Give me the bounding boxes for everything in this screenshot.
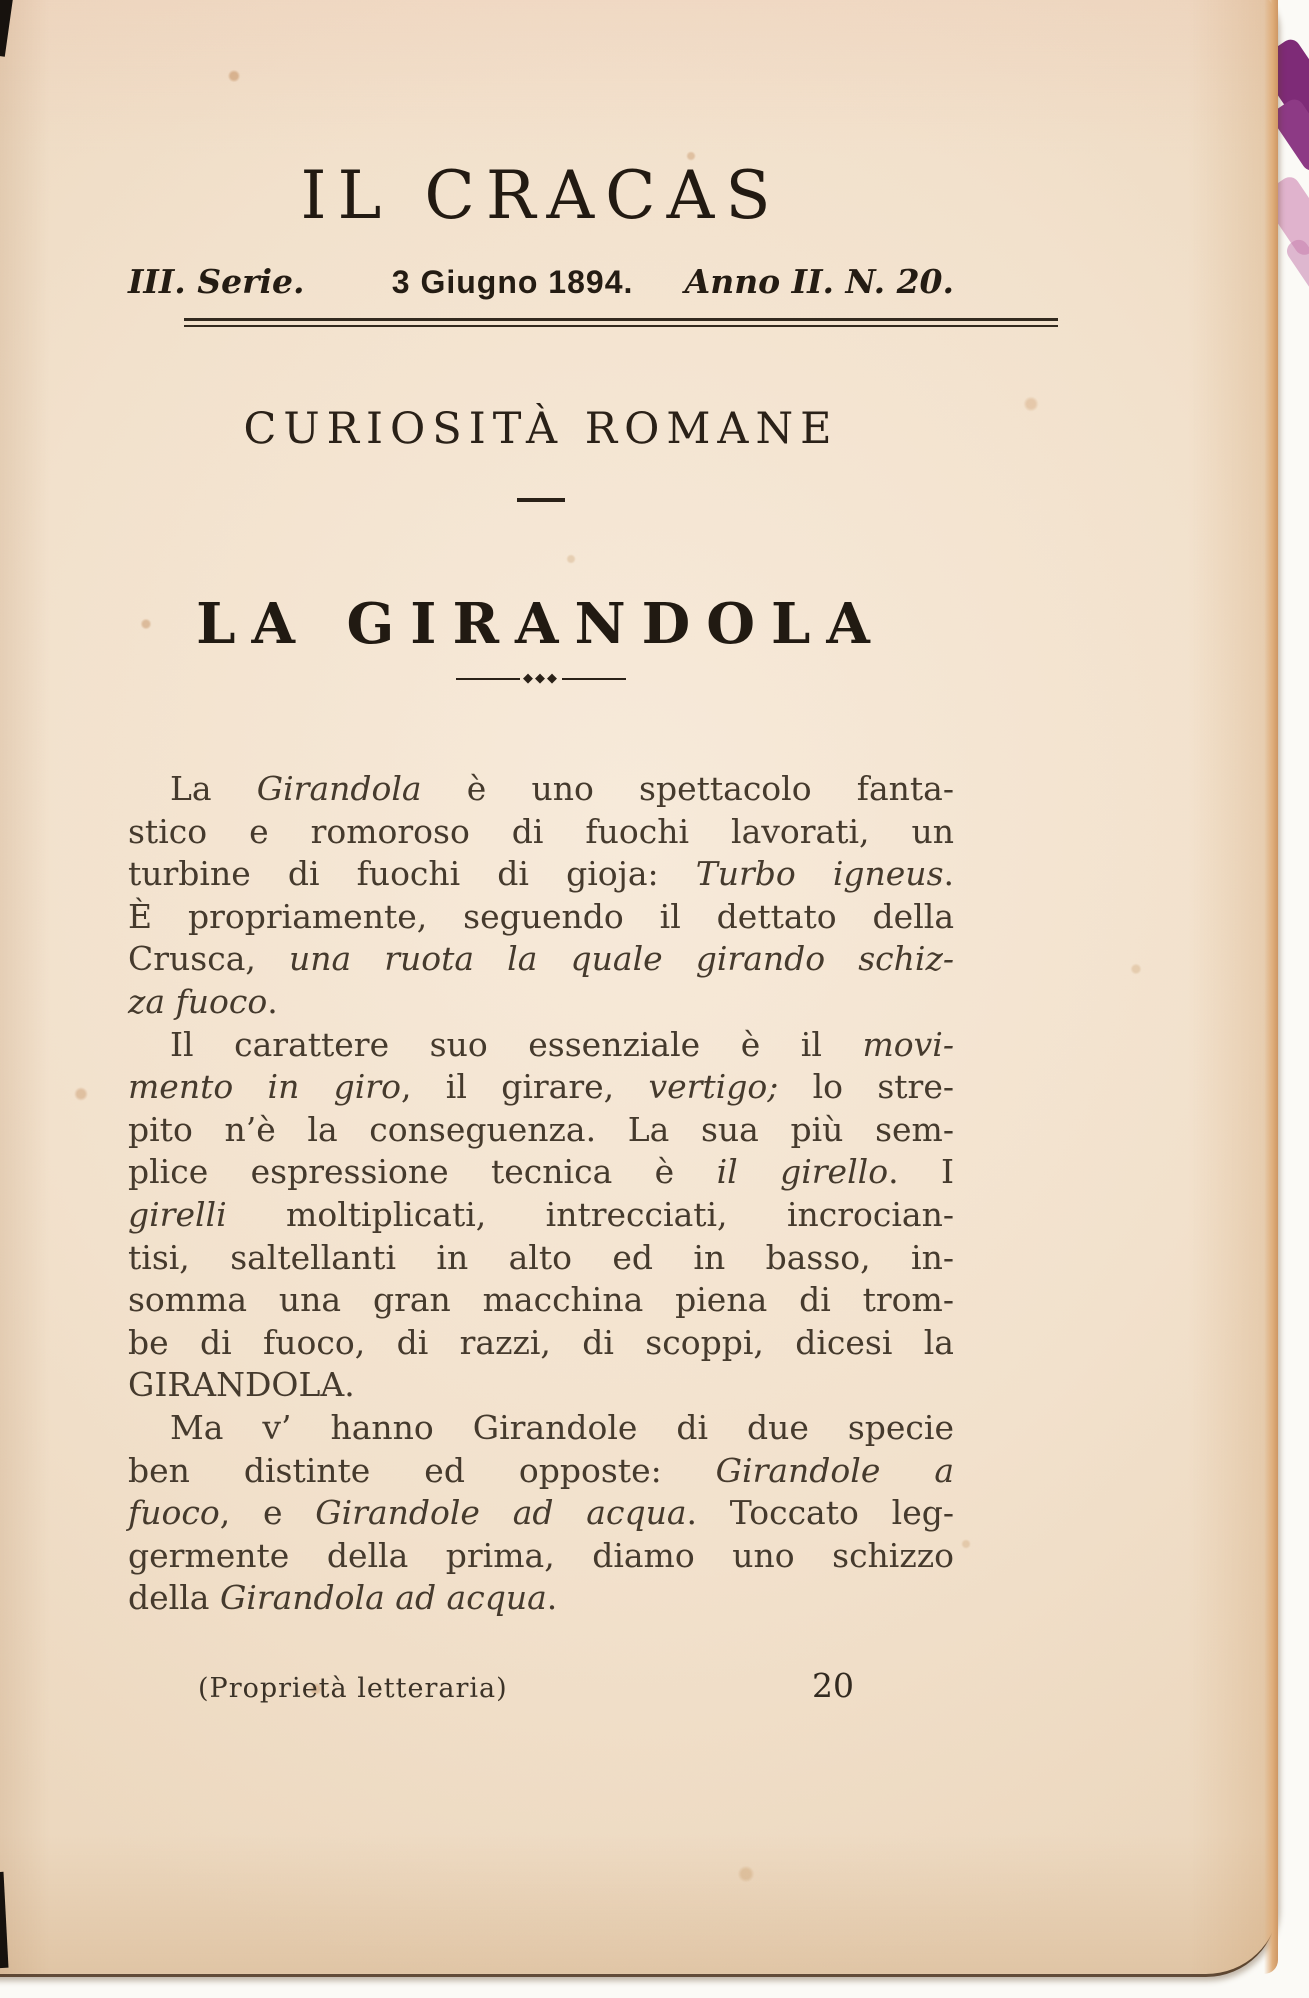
text-line (128, 938, 954, 981)
masthead-series: III. Serie. (128, 262, 305, 301)
italic-text: una ruota la quale girando schiz- (288, 939, 954, 979)
body-text: La (170, 769, 257, 808)
backdrop-stripe (1283, 236, 1309, 298)
text-line (128, 981, 954, 1024)
body-text: , il girare, (400, 1067, 649, 1107)
masthead-date: 3 Giugno 1894. (391, 264, 634, 300)
diamond-ornament-icon: ◆◆◆ (523, 671, 559, 686)
body-text: moltiplicati, intrecciati, incrocian- (226, 1194, 954, 1234)
paragraph (128, 1407, 954, 1620)
body-text: stico e romoroso di fuochi lavorati, un (128, 811, 954, 851)
body-text: germente della prima, diamo uno schizzo (128, 1535, 954, 1575)
page-number: 20 (812, 1665, 854, 1705)
page-content (128, 0, 954, 1705)
section-heading: CURIOSITÀ ROMANE (243, 404, 839, 454)
body-text: . (943, 854, 954, 894)
italic-text: mento in giro (128, 1067, 401, 1107)
text-line (128, 1322, 954, 1365)
body-text: somma una gran macchina piena di trom- (128, 1280, 954, 1320)
copyright-note: (Proprietà letteraria) (198, 1672, 508, 1704)
masthead-row (128, 262, 954, 301)
body-text: Ma v’ hanno Girandole di due specie (170, 1407, 954, 1447)
body-text: turbine di fuochi di gioja: (128, 854, 696, 894)
diamond-divider (456, 671, 626, 686)
text-line (128, 1237, 954, 1280)
body-text: . (546, 1578, 558, 1618)
paragraph (128, 768, 954, 1024)
text-line (128, 853, 954, 896)
body-text: . (267, 981, 278, 1021)
paragraph (128, 1024, 954, 1407)
text-line (128, 896, 954, 939)
body-text: Il carattere suo essenziale è il (170, 1024, 863, 1064)
text-line (128, 811, 954, 854)
italic-text: za fuoco (128, 981, 268, 1021)
body-text: . I (888, 1152, 955, 1192)
body-text: be di fuoco, di razzi, di scoppi, dicesi la (128, 1322, 954, 1362)
body-text: GIRANDOLA. (128, 1365, 355, 1405)
italic-text: Turbo igneus (695, 854, 944, 894)
italic-text: fuoco (128, 1493, 220, 1533)
text-line (128, 1364, 954, 1407)
italic-text: Girandola (256, 769, 422, 808)
body-text: pito n’è la conseguenza. La sua più sem- (128, 1109, 954, 1149)
text-line (128, 1024, 954, 1067)
text-line (128, 1194, 954, 1237)
text-line (128, 1066, 954, 1109)
body-text: ben distinte ed opposte: (128, 1450, 716, 1490)
italic-text: vertigo; (648, 1067, 779, 1107)
text-line (128, 1109, 954, 1152)
body-text: è uno spettacolo fanta- (421, 769, 954, 808)
text-line (128, 1279, 954, 1322)
text-line (128, 1535, 954, 1578)
text-line (128, 1577, 954, 1620)
body-text: È propriamente, seguendo il dettato della (128, 896, 954, 936)
body-text: , e (219, 1493, 316, 1533)
italic-text: Girandole ad acqua (315, 1493, 687, 1533)
masthead-issue-number: Anno II. N. 20. (684, 262, 954, 301)
double-rule-divider (184, 318, 1058, 327)
italic-text: movi- (862, 1024, 954, 1064)
masthead-title: IL CRACAS (300, 157, 782, 234)
italic-text: Girandola ad acqua (219, 1578, 547, 1618)
italic-text: il girello (716, 1152, 889, 1192)
body-text: della (128, 1578, 220, 1618)
article-title: LA GIRANDOLA (196, 591, 886, 657)
body-text: lo stre- (778, 1067, 955, 1107)
body-text: . Toccato leg- (686, 1493, 954, 1533)
text-line (128, 1450, 954, 1493)
dash-divider (517, 498, 565, 502)
italic-text: girelli (128, 1194, 227, 1234)
body-text: plice espressione tecnica è (128, 1152, 717, 1192)
article-body (128, 768, 954, 1620)
text-line (128, 1151, 954, 1194)
text-line (128, 1407, 954, 1450)
text-line (128, 768, 954, 811)
body-text: tisi, saltellanti in alto ed in basso, in- (128, 1237, 954, 1277)
text-line (128, 1492, 954, 1535)
page-footer (128, 1666, 954, 1705)
body-text: Crusca, (128, 939, 289, 979)
italic-text: Girandole a (715, 1450, 954, 1490)
